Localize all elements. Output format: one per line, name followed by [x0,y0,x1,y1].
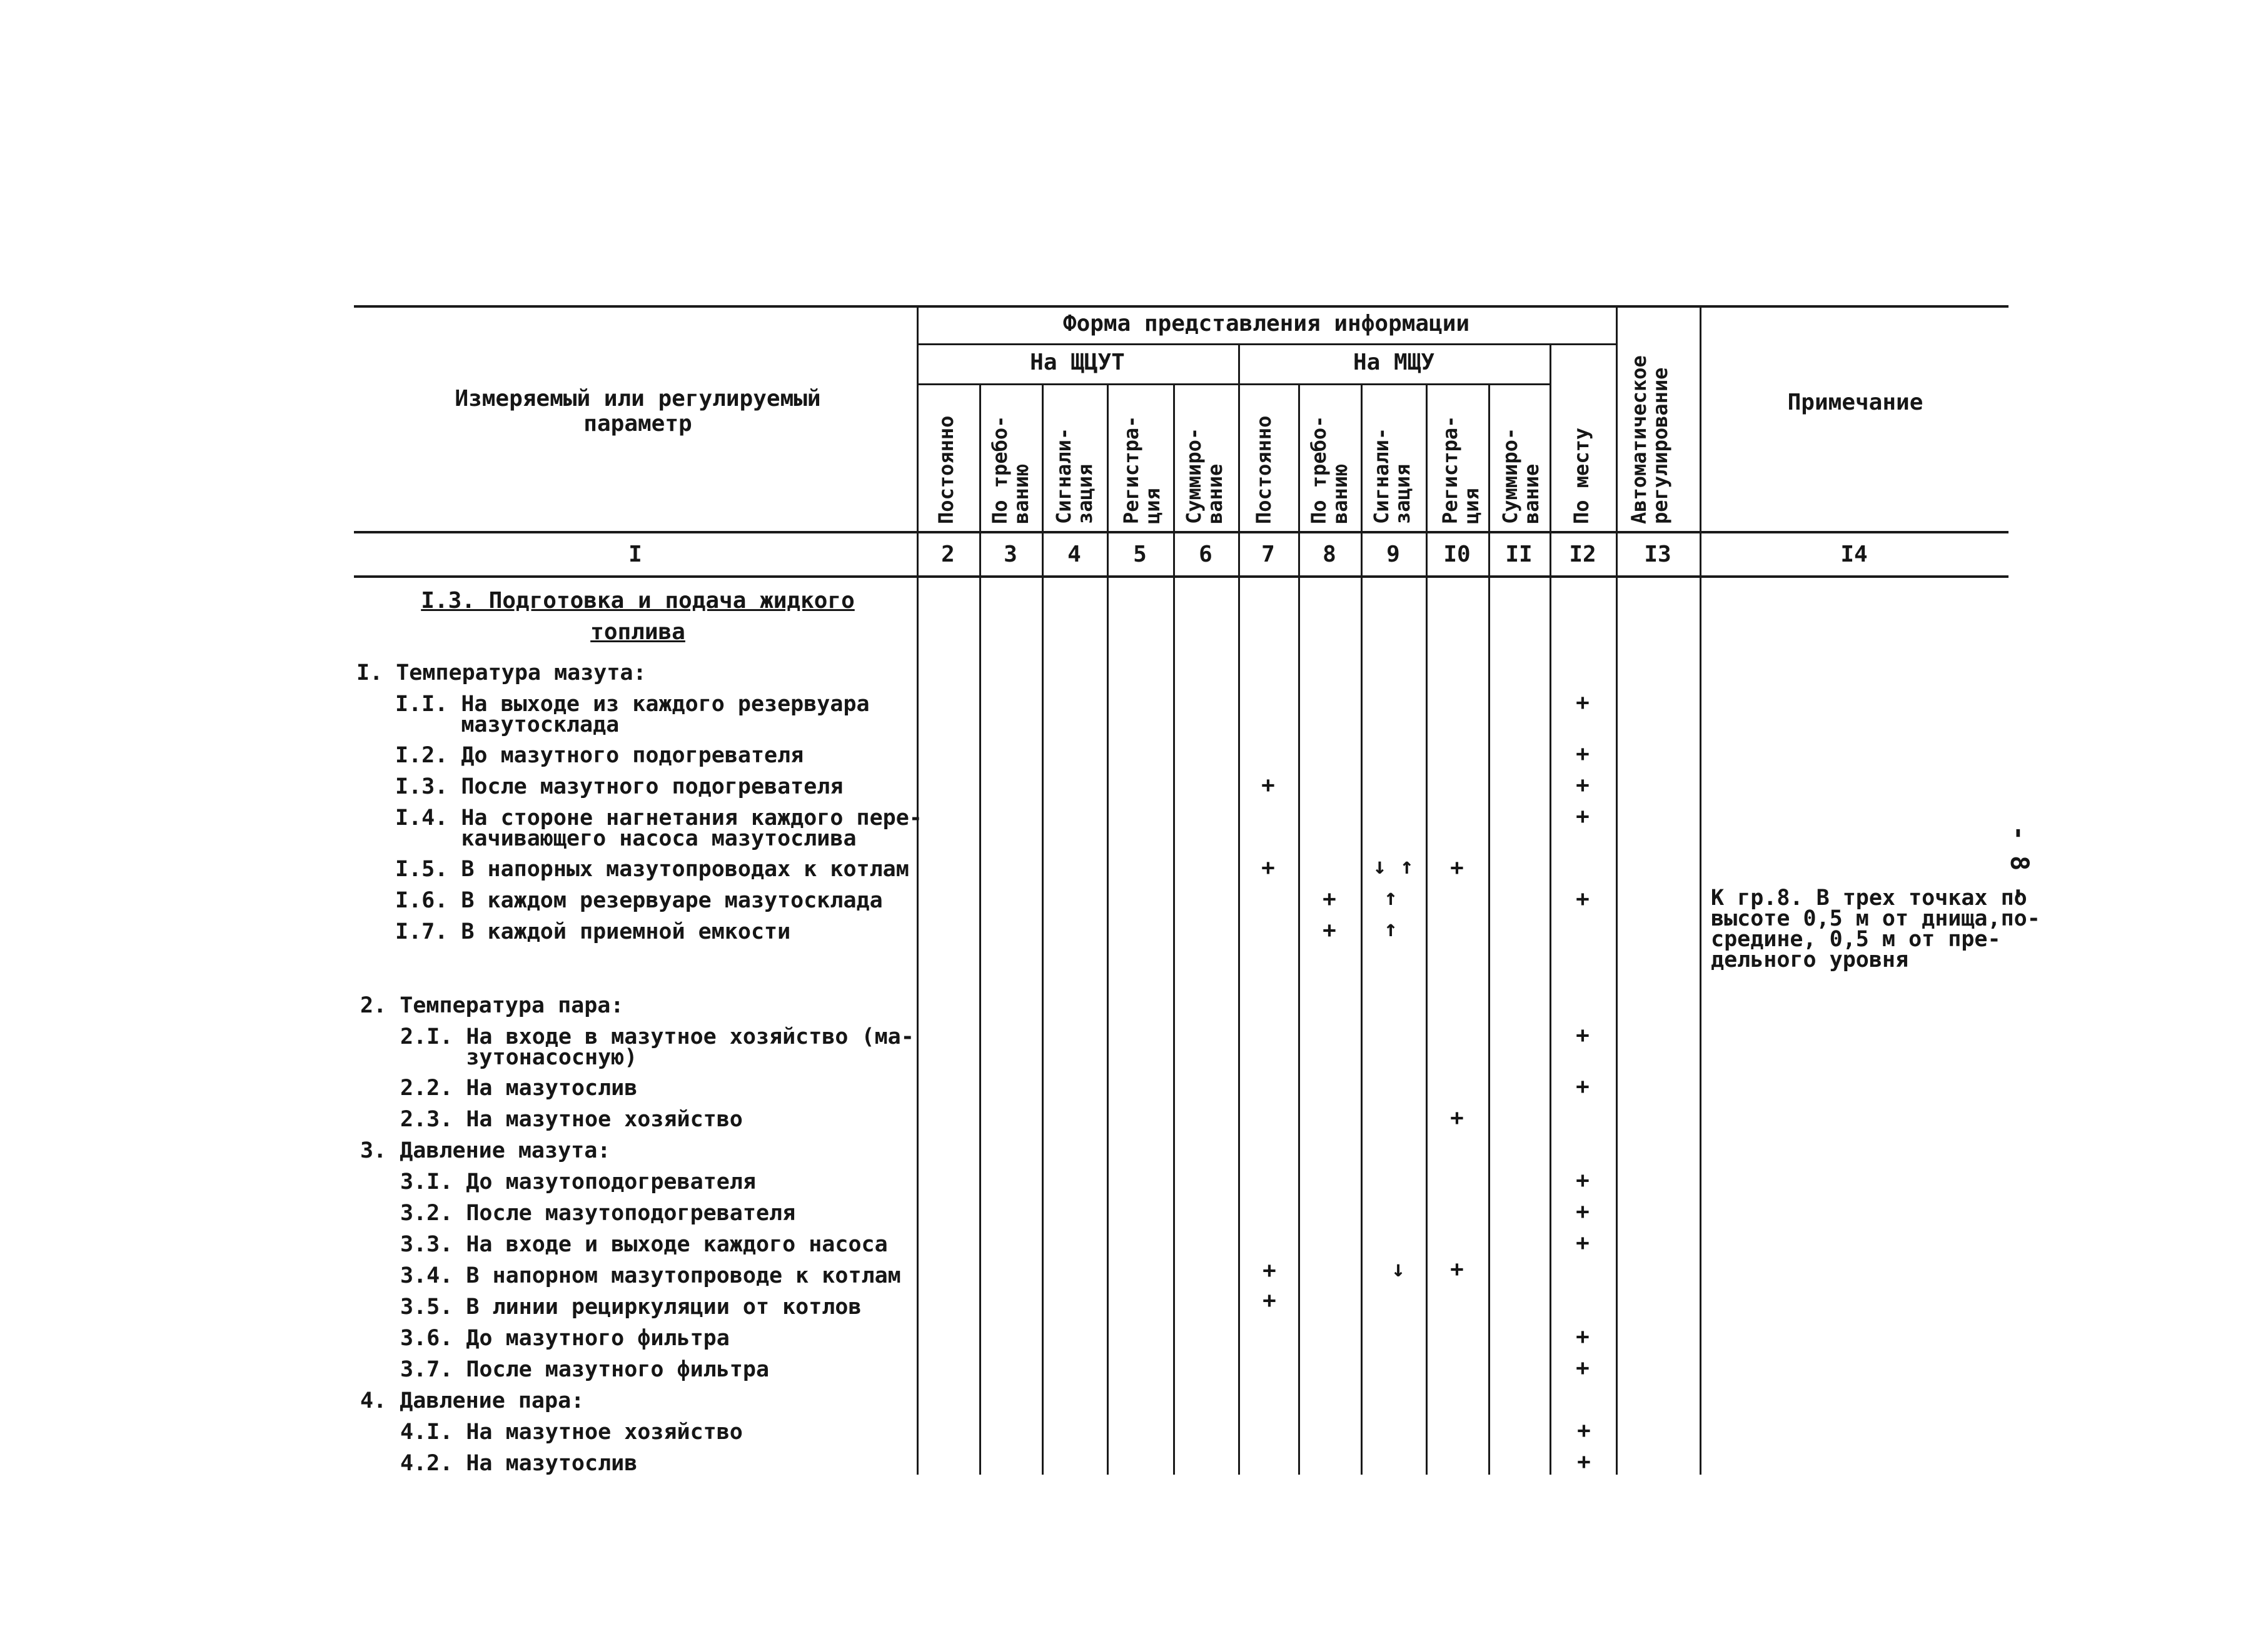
colnum-6: 6 [1199,542,1212,567]
colnum-9: 9 [1386,542,1400,567]
auto-regulation-header: Автоматическое регулирование [1627,355,1672,524]
row-3-5: 3.5. В линии рециркуляции от котлов [400,1295,862,1320]
col-divider-mshchu [1550,343,1551,1475]
mark-plus: + [1576,1074,1590,1099]
mark-plus: + [1576,1355,1590,1381]
mark-plus: + [1261,772,1275,798]
mark-arrow-up: ↑ [1384,885,1398,911]
row-1-1: I.I. На выходе из каждого резервуара мазутосклада [395,692,870,737]
mark-arrows-down-up: ↓ ↑ [1373,854,1414,879]
mark-plus: + [1576,886,1590,912]
row-group-4: 4. Давление пара: [360,1388,585,1413]
mark-plus: + [1576,690,1590,715]
table-top-rule [354,305,2008,308]
subcol-7-header: Постоянно [1252,415,1276,524]
mshchu-header: На МЩУ [1353,350,1435,375]
mark-plus: + [1576,741,1590,767]
mark-plus: + [1263,1288,1276,1313]
colnum-5: 5 [1133,542,1147,567]
row-1-2: I.2. До мазутного подогревателя [395,743,804,768]
subcol-2-header: Постоянно [934,415,958,524]
subcol-5-header: Регистра- ция [1119,415,1164,524]
header-bottom-rule [354,531,2008,533]
subgroup-header-rule [917,383,1550,385]
mark-plus: + [1450,1256,1464,1282]
row-2-3: 2.3. На мазутное хозяйство [400,1107,743,1132]
row-1-6: I.6. В каждом резервуаре мазутосклада [395,888,883,913]
subcol-8-header: По требо- ванию [1307,415,1352,524]
mark-plus: + [1576,1022,1590,1048]
colnum-7: 7 [1261,542,1275,567]
colnum-8: 8 [1323,542,1336,567]
mark-plus: + [1576,1199,1590,1224]
mark-plus: + [1576,804,1590,829]
row-3-3: 3.3. На входе и выходе каждого насоса [400,1232,888,1257]
row-1-4: I.4. На стороне нагнетания каждого пере- качивающего насоса мазутослива [395,805,922,851]
mark-arrow-down: ↓ [1391,1256,1405,1282]
row-1-7: I.7. В каждой приемной емкости [395,919,791,944]
row-3-1: 3.I. До мазутоподогревателя [400,1169,756,1194]
colnum-14: I4 [1840,542,1868,567]
row-4-2: 4.2. На мазутослив [400,1451,638,1476]
col-divider-param [917,305,919,1475]
colnum-13: I3 [1644,542,1671,567]
mark-plus: + [1323,886,1336,912]
shchut-header: На ЩЦУТ [1030,350,1125,375]
row-3-6: 3.6. До мазутного фильтра [400,1326,730,1351]
mark-plus: + [1577,1449,1591,1475]
row-2-1: 2.I. На входе в мазутное хозяйство (ма- зутонасосную) [400,1024,914,1070]
mark-plus: + [1261,855,1275,881]
subcol-11-header: Суммиро- вание [1498,427,1543,524]
row-group-2: 2. Температура пара: [360,993,624,1018]
row-4-1: 4.I. На мазутное хозяйство [400,1420,743,1445]
subcol-10-header: Регистра- ция [1438,415,1483,524]
mark-plus: + [1577,1418,1591,1443]
row-group-1: I. Температура мазута: [356,660,647,685]
colnum-10: I0 [1443,542,1471,567]
col-divider-local [1616,305,1618,1475]
colnum-bottom-rule [354,575,2008,578]
subcol-4-header: Сигнали- зация [1052,427,1097,524]
row-3-7: 3.7. После мазутного фильтра [400,1357,770,1382]
section-title: I.3. Подготовка и подача жидкого топлива [421,588,855,645]
note-text: К гр.8. В трех точках по высоте 0,5 м от днища,по- средине, 0,5 м от пре- дельного уровня [1711,886,2040,972]
row-3-4: 3.4. В напорном мазутопроводе к котлам [400,1263,901,1288]
row-3-2: 3.2. После мазутоподогревателя [400,1201,796,1226]
subcol-3-header: По требо- ванию [988,415,1033,524]
col-divider-shchut [1238,343,1240,1475]
row-1-3: I.3. После мазутного подогревателя [395,774,844,799]
mark-plus: + [1263,1258,1276,1283]
local-header: По месту [1570,427,1593,524]
mark-arrow-up: ↑ [1384,916,1398,942]
row-1-5: I.5. В напорных мазутопроводах к котлам [395,857,909,882]
subcol-9-header: Сигнали- зация [1369,427,1414,524]
colnum-1: I [628,542,642,567]
mark-plus: + [1450,855,1464,881]
form-header-rule [917,343,1616,345]
mark-plus: + [1576,1230,1590,1256]
param-header: Измеряемый или регулируемый параметр [455,386,821,437]
mark-plus: + [1576,1168,1590,1193]
colnum-12: I2 [1569,542,1596,567]
colnum-2: 2 [941,542,955,567]
subcol-6-header: Суммиро- вание [1182,427,1227,524]
form-header: Форма представления информации [1062,311,1470,336]
colnum-4: 4 [1067,542,1081,567]
col-divider-auto [1700,305,1701,1475]
row-2-2: 2.2. На мазутослив [400,1076,638,1101]
mark-plus: + [1576,1324,1590,1350]
note-header: Примечание [1787,390,1923,415]
mark-plus: + [1576,772,1590,798]
mark-plus: + [1323,917,1336,943]
colnum-3: 3 [1004,542,1017,567]
colnum-11: II [1505,542,1533,567]
page-number: - 8 - [2005,826,2034,901]
row-group-3: 3. Давление мазута: [360,1138,611,1163]
mark-plus: + [1450,1105,1464,1131]
